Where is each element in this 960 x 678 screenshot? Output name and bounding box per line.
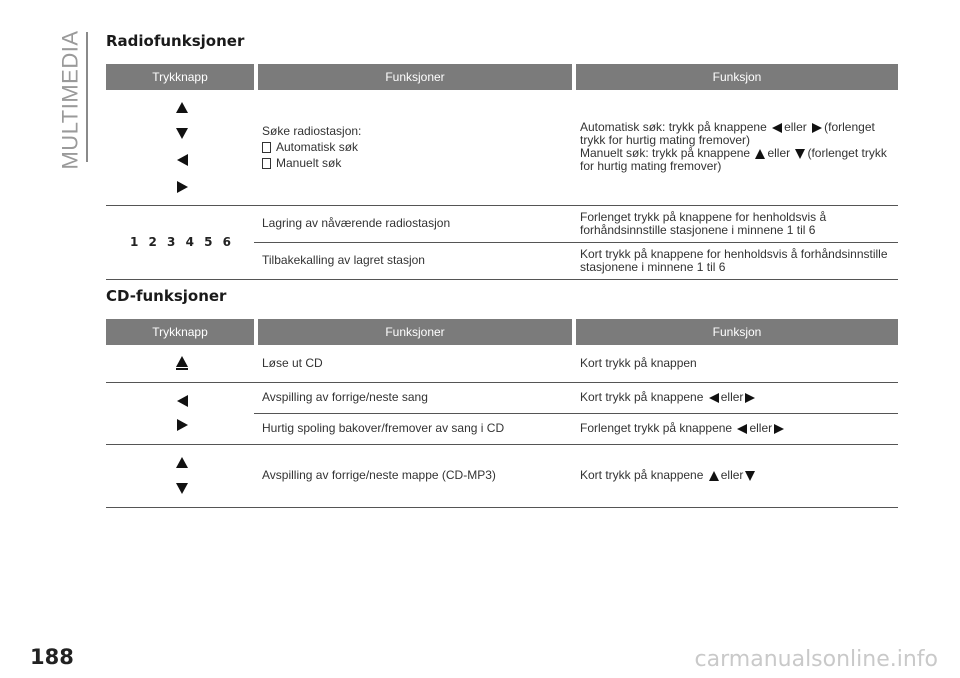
triangle-down-icon (176, 128, 188, 139)
eject-button-cell (106, 345, 254, 382)
preset-buttons-cell (106, 205, 254, 279)
manual-search-description: Manuelt søk: trykk på knappene eller (forlenget trykk for hurtig mating fremover) (580, 146, 887, 174)
cd-section-title: CD-funksjoner (106, 287, 227, 305)
folder-buttons-cell (106, 444, 254, 507)
eject-icon (176, 356, 188, 370)
list-item: Automatisk søk (262, 141, 572, 154)
folder-function: Avspilling av forrige/neste mappe (CD-MP3) (258, 444, 572, 507)
search-description-cell (576, 90, 898, 205)
eject-description: Kort trykk på knappen (576, 345, 898, 382)
track-buttons-cell (106, 382, 254, 444)
preset-buttons: 1 2 3 4 5 6 (130, 234, 234, 249)
triangle-up-icon (176, 102, 188, 113)
triangle-down-icon (795, 149, 805, 159)
header-button: Trykknapp (106, 319, 254, 345)
store-function: Lagring av nåværende radiostasjon (258, 205, 572, 242)
triangle-up-icon (755, 149, 765, 159)
radio-functions-table (106, 64, 898, 280)
header-function: Funksjon (576, 319, 898, 345)
arrow-buttons-cell (106, 90, 254, 205)
radio-section-title: Radiofunksjoner (106, 32, 245, 50)
search-function-cell (258, 90, 572, 205)
table-row (106, 444, 898, 507)
header-functions: Funksjoner (258, 319, 572, 345)
table-row (106, 90, 898, 205)
checkbox-icon (262, 158, 271, 169)
triangle-right-icon (812, 123, 822, 133)
auto-search-description: Automatisk søk: trykk på knappene eller (forlenget trykk for hurtig mating fremover) (580, 120, 875, 148)
eject-function: Løse ut CD (258, 345, 572, 382)
header-function: Funksjon (576, 64, 898, 90)
triangle-left-icon (709, 393, 719, 403)
table-row (106, 345, 898, 382)
list-item: Manuelt søk (262, 157, 572, 170)
store-description: Forlenget trykk på knappene for henholdsvis å forhåndsinnstille stasjonene i minnene 1 til 6 (576, 205, 898, 242)
triangle-right-icon (774, 424, 784, 434)
triangle-right-icon (177, 181, 188, 193)
header-functions: Funksjoner (258, 64, 572, 90)
recall-function: Tilbakekalling av lagret stasjon (258, 242, 572, 279)
triangle-up-icon (176, 457, 188, 468)
track-function: Avspilling av forrige/neste sang (258, 382, 572, 413)
triangle-down-icon (176, 483, 188, 494)
cd-table-header (106, 319, 898, 345)
triangle-left-icon (177, 154, 188, 166)
search-label: Søke radiostasjon: (262, 123, 362, 138)
triangle-right-icon (177, 419, 188, 431)
radio-table-header (106, 64, 898, 90)
header-button: Trykknapp (106, 64, 254, 90)
cd-functions-table (106, 319, 898, 508)
triangle-left-icon (772, 123, 782, 133)
checkbox-icon (262, 142, 271, 153)
triangle-left-icon (177, 395, 188, 407)
track-description-cell: Kort trykk på knappene eller (576, 382, 898, 413)
side-divider (86, 32, 88, 162)
seek-description-cell: Forlenget trykk på knappene eller (576, 413, 898, 444)
triangle-down-icon (745, 471, 755, 481)
page-number: 188 (30, 645, 74, 669)
triangle-up-icon (709, 471, 719, 481)
table-row (106, 205, 898, 242)
table-row (106, 382, 898, 413)
triangle-left-icon (737, 424, 747, 434)
triangle-right-icon (745, 393, 755, 403)
seek-function: Hurtig spoling bakover/fremover av sang i CD (258, 413, 572, 444)
side-section-title (58, 30, 84, 170)
recall-description: Kort trykk på knappene for henholdsvis å forhåndsinnstille stasjonene i minnene 1 til 6 (576, 242, 898, 279)
watermark: carmanualsonline.info (694, 647, 938, 672)
side-section-title-text: MULTIMEDIA (58, 30, 84, 170)
folder-description-cell: Kort trykk på knappene eller (576, 444, 898, 507)
